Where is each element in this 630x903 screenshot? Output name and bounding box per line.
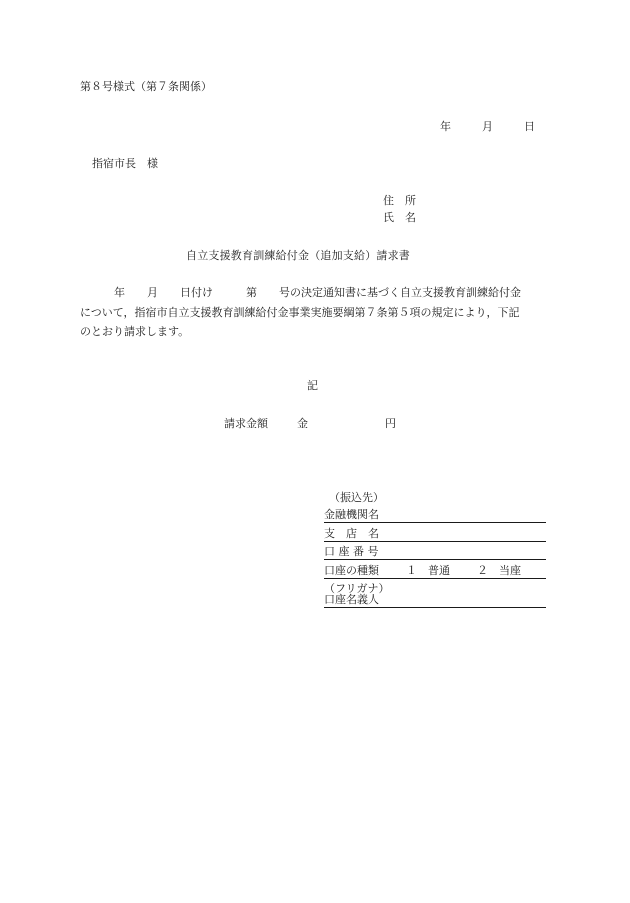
body-line-3: のとおり請求します。 — [80, 325, 190, 338]
account-type-label: 口座の種類 — [324, 564, 379, 577]
bank-header: （振込先） — [329, 491, 384, 504]
name-label: 氏 名 — [383, 211, 416, 224]
date-year: 年 — [440, 120, 451, 133]
account-type-row — [324, 564, 546, 579]
date-line — [440, 120, 535, 134]
account-number-label: 口 座 番 号 — [324, 545, 379, 558]
address-label: 住 所 — [383, 194, 416, 207]
ki-heading: 記 — [307, 379, 318, 392]
document-title: 自立支援教育訓練給付金（追加支給）請求書 — [186, 249, 410, 262]
amount-line — [224, 417, 396, 431]
bank-name-row — [324, 508, 546, 523]
account-type-option-1: １ 普通 — [406, 564, 450, 577]
account-holder-label: 口座名義人 — [324, 593, 379, 606]
furigana-label: （フリガナ） — [324, 582, 390, 595]
date-day: 日 — [524, 120, 535, 133]
account-number-row — [324, 545, 546, 560]
branch-label: 支 店 名 — [324, 527, 379, 540]
amount-yen: 円 — [385, 417, 396, 430]
account-type-option-2: ２ 当座 — [477, 564, 521, 577]
body-line-1: 年 月 日付け 第 号の決定通知書に基づく自立支援教育訓練給付金 — [114, 286, 521, 299]
amount-kin: 金 — [297, 417, 308, 430]
amount-label: 請求金額 — [224, 417, 268, 430]
account-holder-row — [324, 593, 546, 608]
body-line-2: について，指宿市自立支援教育訓練給付金事業実施要綱第７条第５項の規定により，下記 — [80, 306, 520, 319]
branch-row — [324, 527, 546, 542]
date-month: 月 — [482, 120, 493, 133]
form-number: 第８号様式（第７条関係） — [80, 80, 212, 93]
addressee: 指宿市長 様 — [92, 157, 158, 170]
bank-name-label: 金融機関名 — [324, 508, 379, 521]
